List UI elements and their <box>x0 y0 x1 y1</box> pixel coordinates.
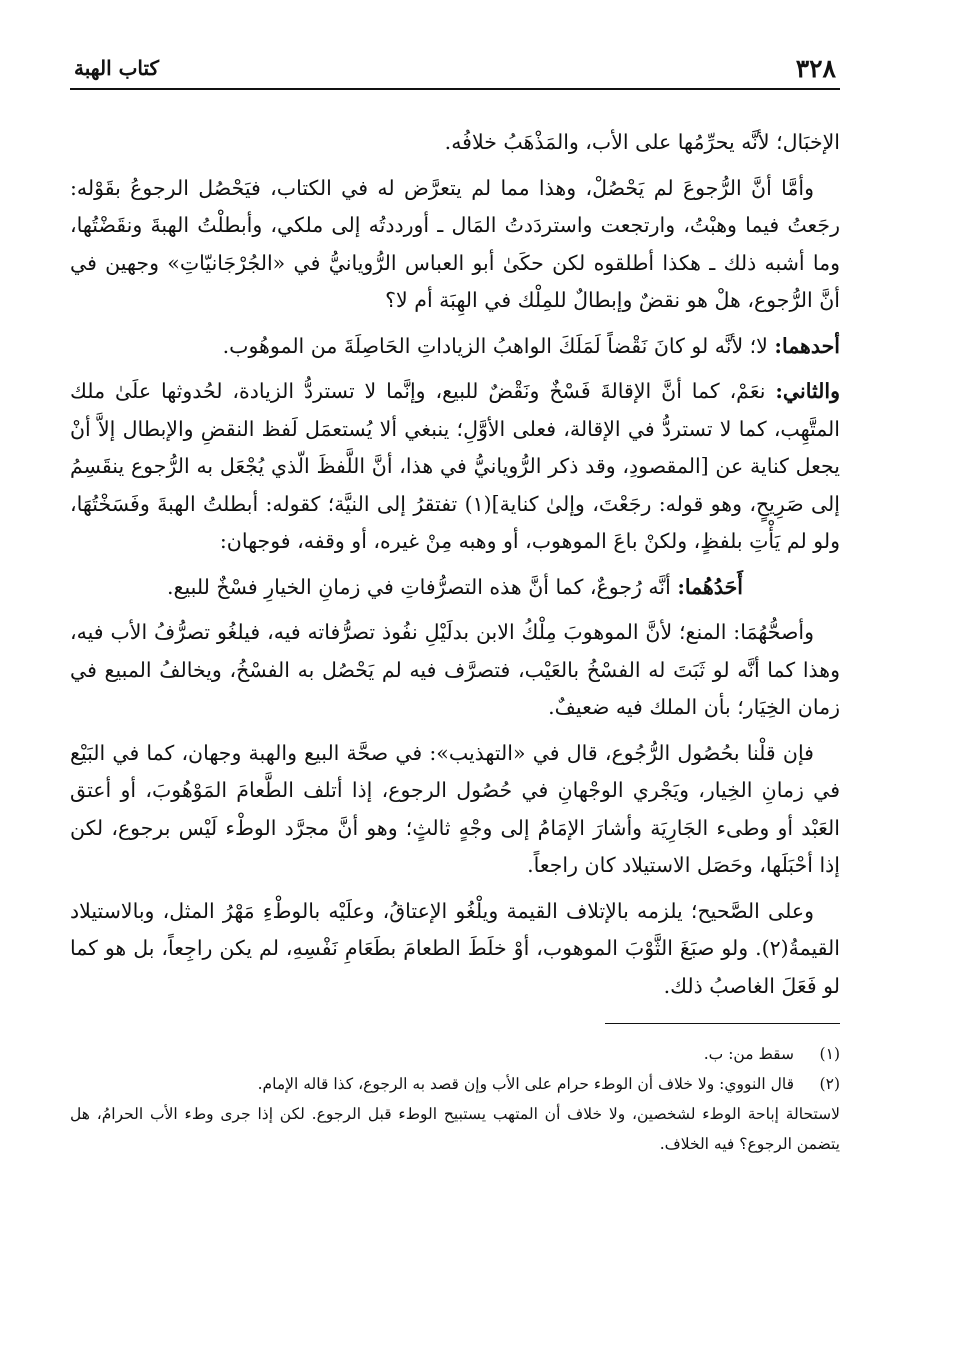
paragraph-lead: والثاني: <box>775 379 840 403</box>
paragraph-lead: أحدهما: <box>774 333 840 358</box>
paragraph-text: لا؛ لأنَّه لو كانَ نَقْضاً لَمَلَكَ الواهبُ الزياداتِ الحَاصِلَةَ من الموهُوب. <box>222 333 768 358</box>
paragraph <box>70 614 840 727</box>
footnote-number: (٢) <box>819 1075 840 1093</box>
main-text <box>70 124 840 1005</box>
footnotes <box>70 1039 840 1159</box>
paragraph <box>70 328 840 366</box>
paragraph <box>70 373 840 561</box>
paragraph-text: نعَمْ، كما أنَّ الإقالةَ فَسْخٌ ونَقْضٌ للبيع، وإنَّما لا تستردُّ الزيادة، لحُدوثها علَىٰ ملك المتَّهِب، كما لا تستردُّ في الإقالة، فعلى الأوَّلِ؛ ينبغي ألا يُستعمَل لَفظ النقضِ والإبطال إلاَّ أنْ يجعل كناية عن [المقصودِ، وقد ذكر الرُّويانيُّ في هذا، أنَّ اللَّفظَ الّذي يُجْعَل به الرُّجوع ينقَسِمُ إلى صَرِيحٍ، وهو قوله: رجَعْتَ، وإلىٰ كناية](١) تفتقرُ إلى النيَّة؛ كقوله: أبطلتُ الهبةَ وفَسَخْتُهَا، ولو لم يَأْتِ بلفظٍ، ولكنْ باعَ الموهوب، أو وهبه مِنْ غيره، أو وقفه، فوجهان: <box>70 379 841 553</box>
footnote <box>70 1069 840 1099</box>
page-number: ٣٢٨ <box>795 54 836 83</box>
footnote-text: قال النووي: ولا خلاف أن الوطء حرام على الأب وإن قصد به الرجوع، كذا قاله الإمام. <box>257 1075 794 1093</box>
footnote-text: سقط من: ب. <box>703 1045 794 1063</box>
paragraph-text: الإخبَال؛ لأنَّه يحرِّمُها على الأب، والمَذْهَبُ خلافُه. <box>444 130 840 154</box>
paragraph-text: وأصحُّهُمَا: المنع؛ لأنَّ الموهوبَ مِلْكُ الابن بدلَيْلِ نفُوذ تصرُّفاته فيه، فيلغُو تصرُّفُ الأب فيه، وهذا كما أنَّه لو ثَبَتَ له الفسْخُ بالعَيْب، فتصرَّف فيه لم يَحْصُل به الفسْخُ، ويخالفُ المبيع في زمان الخِيَار؛ بأن الملك فيه ضعيفٌ. <box>70 620 840 719</box>
paragraph-text: وعلى الصَّحيح؛ يلزمه بالإتلاف القيمة ويلْغُو الإعتاقُ، وعلَيْه بالوطْءِ مَهْرُ المثل، وبالاستيلاد القيمةُ(٢). ولو صبَغَ الثَّوْبَ الموهوب، أوْ خلَطَ الطعامَ بطَعَامِ نَفْسِهِ، لم يكن راجِعاً، بل هو كما لو فَعَلَ الغاصبُ ذلك. <box>70 898 840 998</box>
page-header <box>70 50 840 90</box>
paragraph-text: فإن قلْنا بحُصُول الرُّجُوع، قال في «التهذيب»: في صحَّة البيع والهبة وجهان، كما في البَيْع في زمانِ الخِيار، ويَجْري الوجْهانِ في حُصُول الرجوع، إذا أتلف الطَّعامَ المَوْهُوبَ، أو أعتق العَبْد أو وطىء الجَارِيَة وأشارَ الإمَامُ إلى وجْهٍ ثالثٍ؛ وهو أنَّ مجرَّد الوطْء لَيْس برجوع، لكن إذا أحْبَلَها، وحَصَل الاستيلاد كان راجعاً. <box>70 740 840 877</box>
paragraph <box>70 893 840 1006</box>
book-title: كتاب الهبة <box>74 56 160 80</box>
paragraph-text: وأمَّا أنَّ الرُّجوعَ لم يَحْصُلْ، وهذا مما لم يتعرَّض له في الكتاب، فيَحْصُل الرجوعُ بقَوْله: رجَعتُ فيما وهبْتُ، وارتجعت واستردَدتُ المَال ـ أورددتُه إلى ملكي، وأبطلْتُ الهبةَ ونقَضْتُها، وما أشبه ذلك ـ هكذا أطلقوه لكن حكَىٰ أبو العباس الرُّويانيُّ في «الجُرْجَانيّاتِ» وجهين في أنَّ الرُّجوع، هلْ هو نقضٌ وإبطالٌ للمِلْك في الهِبَة أم لا؟ <box>70 175 840 312</box>
paragraph <box>70 735 840 885</box>
paragraph-lead: أَحَدُهُما: <box>677 574 743 599</box>
book-page <box>70 50 840 1310</box>
paragraph <box>70 124 840 162</box>
footnote-number: (١) <box>819 1045 840 1063</box>
footnote-continuation: لاستحالة إباحة الوطء لشخصين، ولا خلاف أن المتهب يستبيح الوطء قبل الرجوع. لكن إذا جرى وطء الأب الحرامُ، هل يتضمن الرجوع؟ فيه الخلاف. <box>70 1105 840 1153</box>
paragraph-text: أنَّه رُجوعٌ، كما أنَّ هذه التصرُّفاتِ في زمانِ الخيارِ فسْخٌ للبيع. <box>167 574 671 599</box>
footnote-separator <box>605 1023 840 1025</box>
paragraph <box>70 569 840 607</box>
footnote <box>70 1039 840 1069</box>
paragraph <box>70 170 840 320</box>
